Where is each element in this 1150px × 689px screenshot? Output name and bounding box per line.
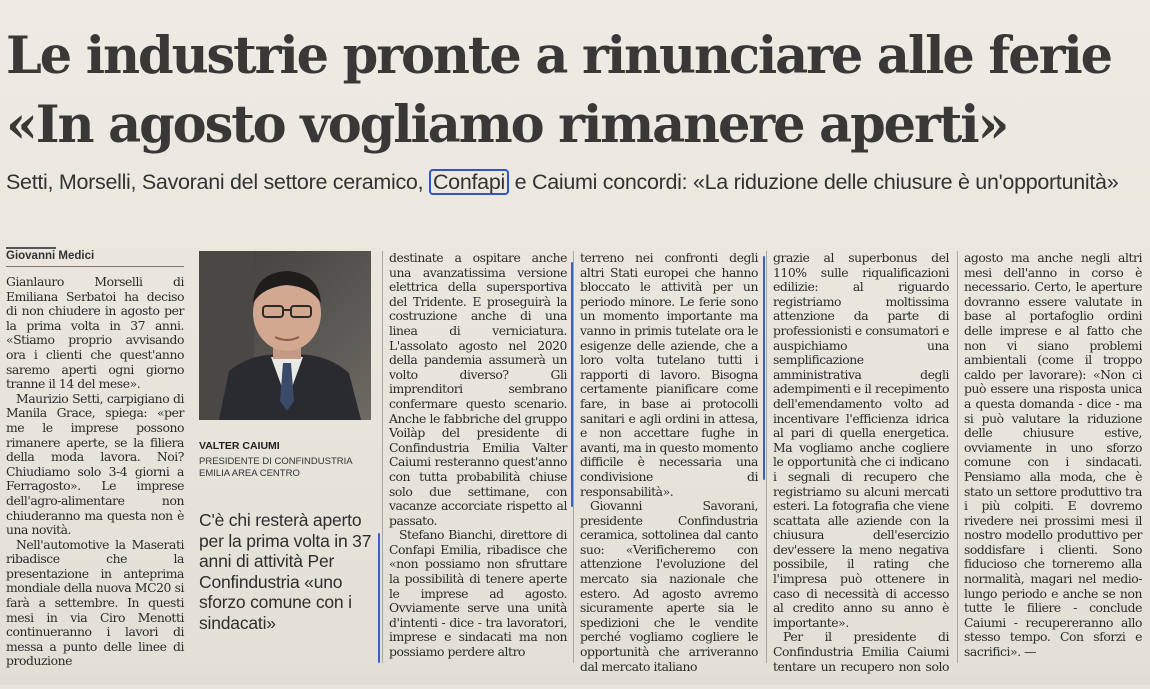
page-bottom-edge — [0, 674, 1150, 685]
subheadline — [6, 169, 1146, 195]
paragraph: destinate a ospitare anche una avanzatissima versione elettrica della supersportiva del Tridente. E proseguirà la costruzione anche di una linea di verniciatura. L'assolato agosto nel 2020 della pandemia assumerà un volto diverso? Gli imprenditori sembrano confermare questo scenario. Anche le fabbriche del gruppo Voilàp del presidente di Confindustria Emilia Valter Caiumi resteranno quest'anno con tutta probabilità chiuse solo due settimane, con vacanze accorciate rispetto al passato. — [389, 250, 567, 528]
pen-highlight-mark — [378, 533, 380, 663]
paragraph: Stefano Bianchi, direttore di Confapi Emilia, ribadisce che «non possiamo non sfruttare la possibilità di tenere aperte le imprese ad agosto. Ovviamente serve una unità d'intenti - dice - tra lavoratori, imprese e sindacati ma non possiamo perdere altro — [389, 527, 567, 660]
byline: Giovanni Medici — [6, 250, 95, 262]
portrait-photo — [199, 251, 371, 420]
column-divider — [573, 251, 574, 663]
photo-caption-name: VALTER CAIUMI — [199, 440, 280, 452]
subhead-part-2: e Caiumi concordi: «La riduzione delle chiusure è un'opportunità» — [508, 170, 1119, 194]
paragraph: Per il presidente di Confindustria Emilia Caiumi tentare un recupero non solo — [773, 629, 949, 674]
article-column-5 — [773, 250, 949, 674]
paragraph: Nell'automotive la Maserati ribadisce che la presentazione in anteprima mondiale della nuova MC20 si farà a settembre. In questi mesi in via Ciro Menotti continueranno i lavori di messa a punto delle linee di produzione — [6, 536, 184, 669]
article-column-3 — [389, 251, 567, 661]
paragraph: Gianlauro Morselli di Emiliana Serbatoi ha deciso di non chiudere in agosto per la prima volta in 37 anni. «Stiamo proprio avvisando ora i clienti che quest'anno saremo aperti ogni giorno tranne il 14 del mese». — [6, 274, 184, 392]
paragraph: grazie al superbonus del 110% sulle riqualificazioni edilizie: al riguardo registriamo moltissima attenzione da parte di professionisti e consumatori e auspichiamo una semplificazione amministrativa degli adempimenti e il recepimento dell'emendamento volto ad incentivare l'efficienza idrica al pari di quella energetica. Ma vogliamo anche cogliere le opportunità che ci indicano i segnali di recupero che registriamo su alcuni mercati esteri. La fotografia che viene scattata alle aziende con la chiusura dell'esercizio dev'essere la meno negativa possibile, il rating che l'impresa può ottenere in caso di necessità di accesso al credito anno su anno è importante». — [773, 250, 949, 630]
circled-word: Confapi — [429, 169, 509, 195]
paragraph: Maurizio Setti, carpigiano di Manila Grace, spiega: «per me le imprese possono rimanere aperte, se la filiera della moda lavora. Noi? Chiudiamo solo 3-4 giorni a Ferragosto». Le imprese dell'agro-alimentare non chiuderanno ma questa non è una novità. — [6, 390, 184, 538]
article-column-6 — [964, 251, 1142, 661]
paragraph: Giovanni Savorani, presidente Confindustria ceramica, sottolinea dal canto suo: «Verificheremo con attenzione l'evoluzione del mercato sia nazionale che estero. Ad agosto avremo sicuramente aperte sia le spedizioni che le vendite perché vogliamo cogliere le opportunità che arriveranno dal mercato italiano — [580, 498, 758, 674]
column-divider — [957, 251, 958, 663]
subhead-part-1: Setti, Morselli, Savorani del settore ceramico, — [6, 170, 429, 194]
paragraph: terreno nei confronti degli altri Stati europei che hanno bloccato le attività per un periodo minore. Le ferie sono un momento importante ma vanno in primis tutelate ora le esigenze delle aziende, che a loro volta tutelano tutti i rapporti di lavoro. Bisogna certamente pianificare come fare, in base ai protocolli sanitari e agli ordini in attesa, e non accettare fughe in avanti, ma in questo momento difficile è necessaria una condivisione di responsabilità». — [580, 250, 758, 499]
portrait-illustration — [199, 251, 371, 420]
byline-rule — [6, 266, 184, 267]
headline-line-2: «In agosto vogliamo rimanere aperti» — [6, 95, 1008, 155]
pen-highlight-mark — [763, 256, 765, 480]
article-column-4 — [580, 250, 758, 674]
column-divider — [766, 251, 767, 663]
pull-quote: C'è chi resterà aperto per la prima volta in 37 anni di attività Per Confindustria «uno sforzo comune con i sindacati» — [199, 510, 372, 633]
headline-line-1: Le industrie pronte a rinunciare alle ferie — [6, 26, 1111, 86]
photo-caption-role: PRESIDENTE DI CONFINDUSTRIA EMILIA AREA CENTRO — [199, 456, 353, 479]
byline-rule-top — [6, 247, 56, 249]
paragraph: agosto ma anche negli altri mesi dell'anno in corso è necessario. Certo, le aperture dovranno essere valutate in base al portafoglio ordini delle imprese e al fatto che non vi siano problemi ambientali (come il troppo caldo per lavorare): «Non ci può essere una risposta unica a questa domanda - dice - ma si può valutare la riduzione delle chiusure estive, ovviamente in uno sforzo comune con i sindacati. Pensiamo alla moda, che è stato un settore produttivo tra i più colpiti. E dovremo rivedere nei prossimi mesi il nostro modello produttivo per soddisfare i clienti. Sono fiducioso che torneremo alla normalità, magari nel medio-lungo periodo e anche se non tutte le filiere - conclude Caiumi - recupereranno allo stesso tempo. Con sforzi e sacrifici». — — [964, 250, 1142, 660]
pen-highlight-mark — [571, 262, 573, 507]
column-divider — [382, 251, 383, 663]
article-column-1 — [6, 275, 184, 670]
